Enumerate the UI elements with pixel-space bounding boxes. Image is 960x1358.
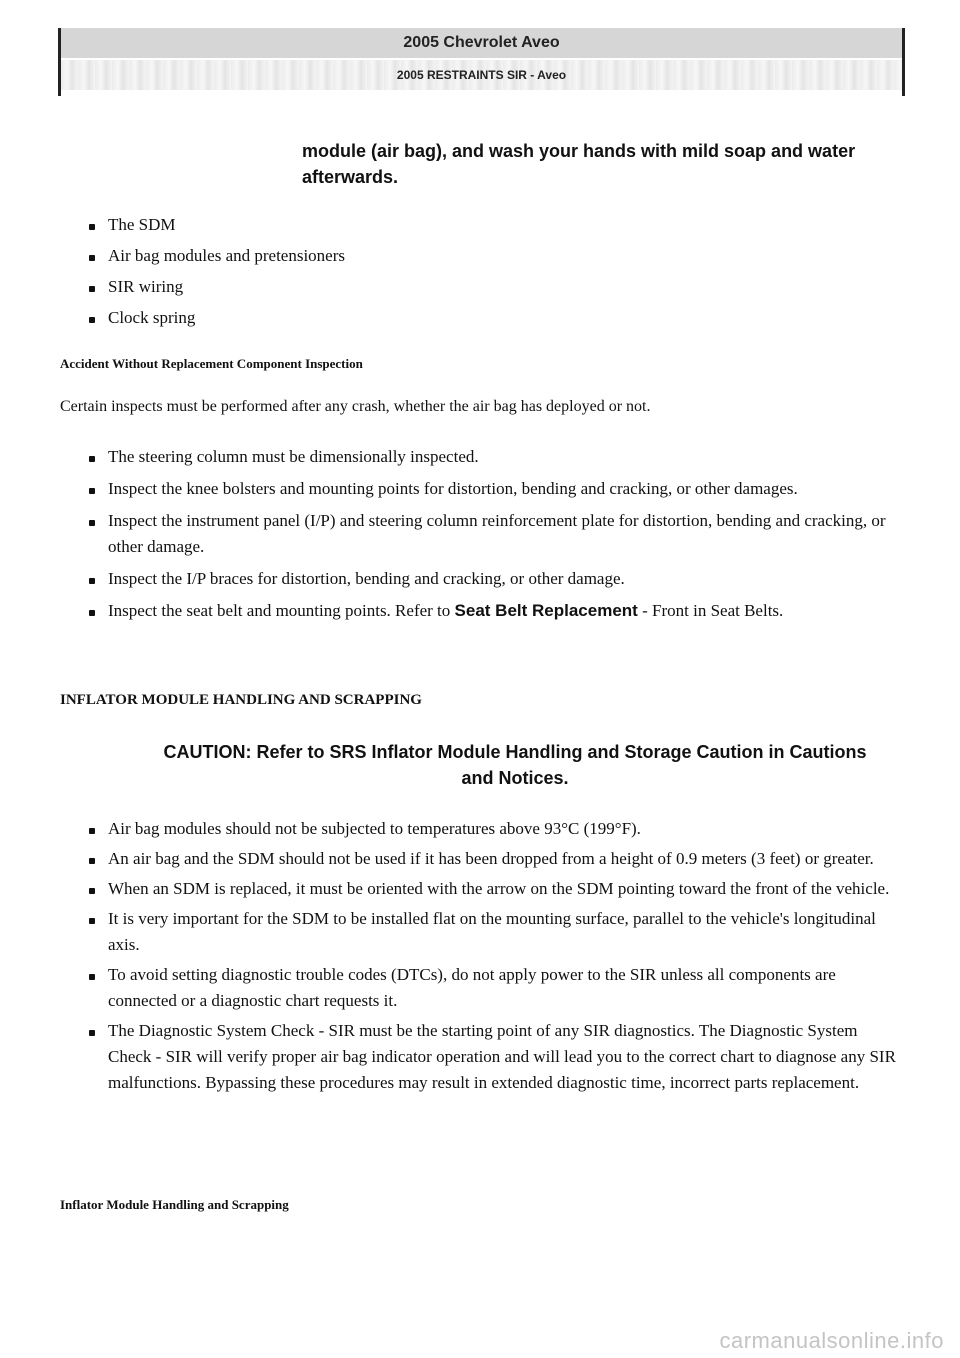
list-item: To avoid setting diagnostic trouble codes (DTCs), do not apply power to the SIR unless all components are connected or a diagnostic chart requests it. [86, 962, 902, 1014]
list-item: The Diagnostic System Check - SIR must be the starting point of any SIR diagnostics. The Diagnostic System Check - SIR will verify proper air bag indicator operation and will lead you to the correct chart to diagnose any SIR malfunctions. Bypassing these procedures may result in extended diagnostic time, incorrect parts replacement. [86, 1018, 902, 1096]
inspection-intro: Certain inspects must be performed after any crash, whether the air bag has deployed or not. [60, 398, 651, 415]
item-text: Inspect the seat belt and mounting points. Refer to [108, 601, 455, 620]
item-text: - Front in Seat Belts. [637, 601, 784, 620]
list-item: SIR wiring [86, 274, 345, 305]
section-title-accident-inspection: Accident Without Replacement Component Inspection [60, 356, 363, 371]
list-item [86, 598, 896, 624]
inflator-list [86, 816, 902, 1096]
caution-continuation: module (air bag), and wash your hands with mild soap and water afterwards. [302, 141, 856, 187]
caution-inflator-module: CAUTION: Refer to SRS Inflator Module Handling and Storage Caution in Cautions and Notices. [163, 742, 867, 788]
list-item: Inspect the I/P braces for distortion, bending and cracking, or other damage. [86, 566, 896, 592]
list-item: Inspect the knee bolsters and mounting points for distortion, bending and cracking, or other damages. [86, 476, 896, 502]
watermark: carmanualsonline.info [719, 1328, 944, 1353]
list-item: It is very important for the SDM to be installed flat on the mounting surface, parallel to the vehicle's longitudinal axis. [86, 906, 902, 958]
component-list [86, 212, 345, 336]
list-item: Air bag modules should not be subjected to temperatures above 93°C (199°F). [86, 816, 902, 842]
list-item: The steering column must be dimensionally inspected. [86, 444, 896, 470]
list-item: Inspect the instrument panel (I/P) and steering column reinforcement plate for distortion, bending and cracking, or other damage. [86, 508, 896, 560]
list-item: When an SDM is replaced, it must be oriented with the arrow on the SDM pointing toward the front of the vehicle. [86, 876, 902, 902]
list-item: The SDM [86, 212, 345, 243]
section-title-inflator-scrapping: Inflator Module Handling and Scrapping [60, 1197, 289, 1212]
vehicle-title: 2005 Chevrolet Aveo [61, 28, 902, 58]
section-title-inflator-handling: INFLATOR MODULE HANDLING AND SCRAPPING [60, 692, 422, 708]
page-header [61, 28, 902, 90]
seat-belt-replacement-link[interactable]: Seat Belt Replacement [454, 601, 638, 620]
header-frame-right [902, 28, 905, 96]
inspection-list [86, 444, 896, 624]
list-item: An air bag and the SDM should not be used if it has been dropped from a height of 0.9 meters (3 feet) or greater. [86, 846, 902, 872]
list-item: Air bag modules and pretensioners [86, 243, 345, 274]
list-item: Clock spring [86, 305, 345, 336]
section-subtitle: 2005 RESTRAINTS SIR - Aveo [61, 60, 902, 90]
